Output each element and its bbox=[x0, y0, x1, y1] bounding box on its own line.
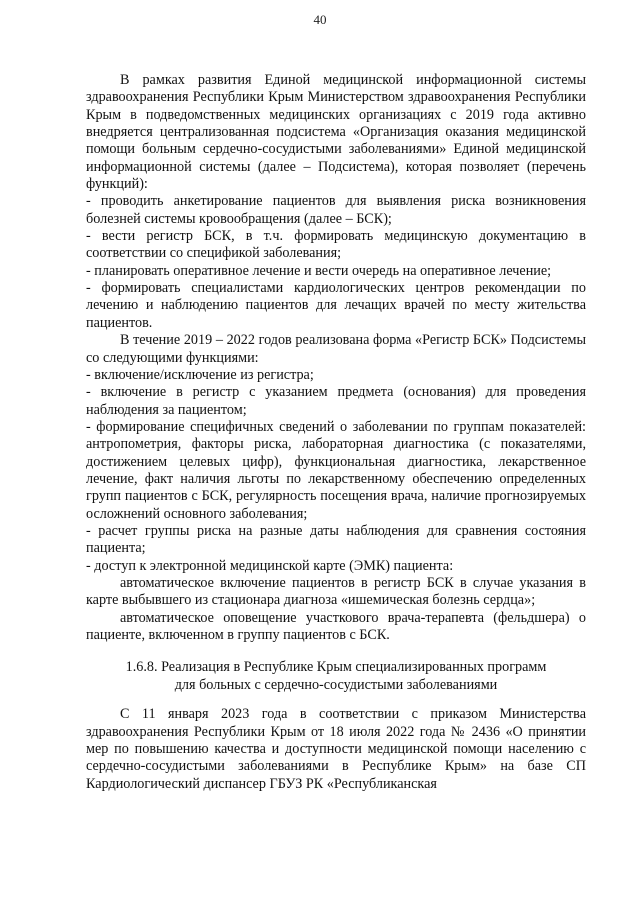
list-item-specific-data: - формирование специфичных сведений о заболевании по группам показателей: антропометрия, факторы риска, лабораторная диагностика (с показателями, достижением целевых цифр), функциональная диагностика, лекарственное лечение, факт наличия льготы по лекарственному обеспечению определенных групп пациентов с БСК, регулярность посещения врача, наличие прогнозируемых осложнений основного заболевания; bbox=[86, 418, 586, 522]
paragraph-auto-inclusion: автоматическое включение пациентов в регистр БСК в случае указания в карте выбывшего из стационара диагноза «ишемическая болезнь сердца»; bbox=[86, 574, 586, 609]
list-item-register: - вести регистр БСК, в т.ч. формировать медицинскую документацию в соответствии со спецификой заболевания; bbox=[86, 228, 586, 262]
list-item-inclusion: - включение/исключение из регистра; bbox=[86, 366, 314, 383]
paragraph-intro: В рамках развития Единой медицинской информационной системы здравоохранения Республики Крым Министерством здравоохранения Республики Крым в подведомственных медицинских организациях с 2019 года активно внедряется централизованная подсистема «Организация оказания медицинской помощи больным сердечно-сосудистыми заболеваниями» Единой медицинской информационной системы (далее – Подсистема), которая позволяет (перечень функций): bbox=[86, 72, 586, 193]
page-number: 40 bbox=[313, 12, 327, 27]
list-item-inclusion-basis: - включение в регистр с указанием предмета (основания) для проведения наблюдения за пациентом; bbox=[86, 384, 586, 418]
section-heading bbox=[86, 658, 586, 694]
paragraph-auto-notification: автоматическое оповещение участкового врача-терапевта (фельдшера) о пациенте, включенном в группу пациентов с БСК. bbox=[86, 609, 586, 643]
list-item-emr-access: - доступ к электронной медицинской карте (ЭМК) пациента: bbox=[86, 557, 454, 574]
paragraph-register-form: В течение 2019 – 2022 годов реализована форма «Регистр БСК» Подсистемы со следующими функциями: bbox=[86, 332, 586, 366]
list-item-risk-group: - расчет группы риска на разные даты наблюдения для сравнения состояния пациента; bbox=[86, 522, 586, 557]
list-item-surgery-queue: - планировать оперативное лечение и вести очередь на оперативное лечение; bbox=[86, 262, 552, 279]
list-item-survey: - проводить анкетирование пациентов для выявления риска возникновения болезней системы кровообращения (далее – БСК); bbox=[86, 193, 586, 227]
body-text bbox=[86, 72, 586, 793]
paragraph-program-start: С 11 января 2023 года в соответствии с приказом Министерства здравоохранения Республики Крым от 18 июля 2022 года № 2436 «О принятии мер по повышению качества и доступности медицинской помощи населению с сердечно-сосудистыми заболеваниями в Республике Крым» на базе СП Кардиологический диспансер ГБУЗ РК «Республиканская bbox=[86, 706, 586, 792]
section-heading-line-1: 1.6.8. Реализация в Республике Крым специализированных программ bbox=[125, 659, 547, 676]
section-heading-line-2: для больных с сердечно-сосудистыми заболеваниями bbox=[174, 677, 498, 694]
list-item-recommendations: - формировать специалистами кардиологических центров рекомендации по лечению и наблюдению пациентов для лечащих врачей по месту жительства пациентов. bbox=[86, 280, 586, 331]
